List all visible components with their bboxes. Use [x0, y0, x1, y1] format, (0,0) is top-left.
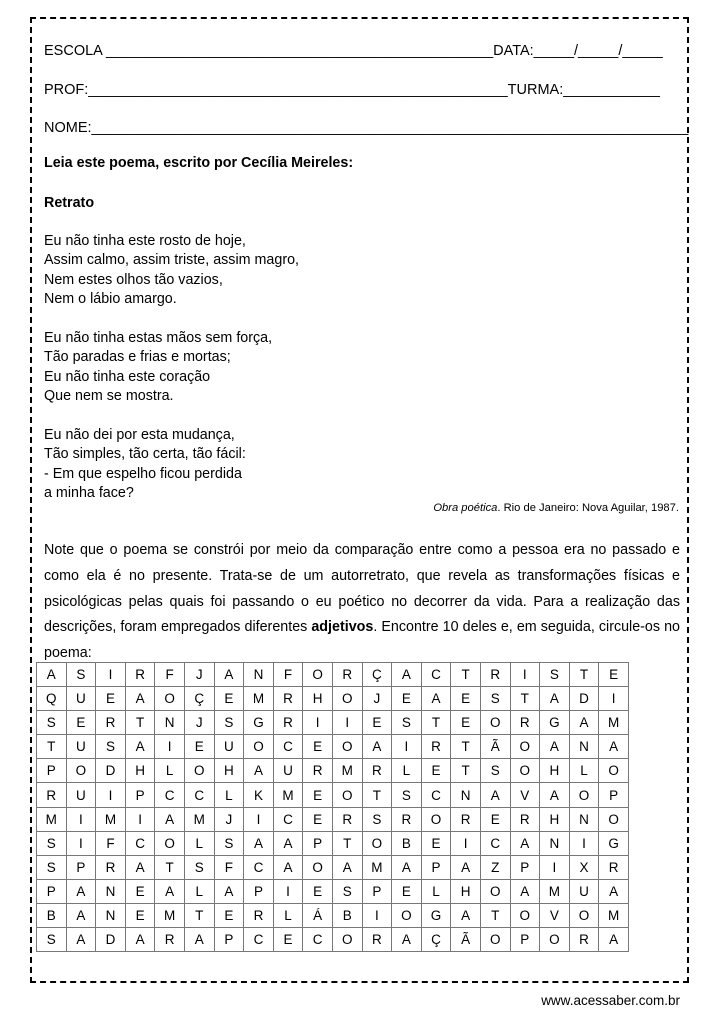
word-search-cell[interactable]: E	[66, 711, 96, 735]
word-search-cell[interactable]: S	[332, 879, 362, 903]
word-search-cell[interactable]: E	[451, 711, 481, 735]
word-search-cell[interactable]: H	[214, 759, 244, 783]
word-search-cell[interactable]: U	[66, 687, 96, 711]
word-search-cell[interactable]: P	[510, 928, 540, 952]
school-date-line: ESCOLA ________________________________________________DATA:_____/_____/_____	[44, 43, 663, 59]
word-search-cell[interactable]: A	[540, 687, 570, 711]
word-search-cell[interactable]: A	[510, 831, 540, 855]
word-search-cell[interactable]: S	[184, 855, 214, 879]
word-search-cell[interactable]: U	[569, 879, 599, 903]
word-search-cell[interactable]: C	[480, 831, 510, 855]
word-search-cell[interactable]: N	[96, 903, 126, 927]
word-search-cell[interactable]: T	[184, 903, 214, 927]
word-search-cell[interactable]: H	[540, 759, 570, 783]
word-search-cell[interactable]: E	[303, 783, 333, 807]
word-search-cell[interactable]: I	[540, 855, 570, 879]
word-search-cell[interactable]: L	[569, 759, 599, 783]
word-search-cell[interactable]: E	[125, 879, 155, 903]
word-search-cell[interactable]: N	[569, 735, 599, 759]
word-search-cell[interactable]: A	[155, 807, 185, 831]
word-search-cell[interactable]: I	[273, 879, 303, 903]
word-search-cell[interactable]: U	[214, 735, 244, 759]
word-search-cell[interactable]: O	[244, 735, 274, 759]
word-search-cell[interactable]: A	[599, 735, 629, 759]
poem-stanza	[44, 329, 299, 407]
word-search-cell[interactable]: O	[510, 735, 540, 759]
word-search-cell[interactable]: O	[303, 855, 333, 879]
word-search-cell[interactable]: E	[303, 735, 333, 759]
word-search-cell[interactable]: S	[37, 855, 67, 879]
word-search-cell[interactable]: S	[66, 663, 96, 687]
word-search-cell[interactable]: F	[155, 663, 185, 687]
word-search-cell[interactable]: P	[510, 855, 540, 879]
word-search-cell[interactable]: Ç	[421, 928, 451, 952]
word-search-cell[interactable]: R	[362, 759, 392, 783]
word-search-cell[interactable]: U	[66, 735, 96, 759]
word-search-cell[interactable]: O	[184, 759, 214, 783]
word-search-cell[interactable]: A	[125, 855, 155, 879]
word-search-cell[interactable]: A	[214, 663, 244, 687]
word-search-cell[interactable]: P	[66, 855, 96, 879]
word-search-row	[37, 903, 629, 927]
word-search-cell[interactable]: A	[66, 903, 96, 927]
word-search-cell[interactable]: M	[96, 807, 126, 831]
word-search-cell[interactable]: R	[96, 855, 126, 879]
word-search-cell[interactable]: G	[421, 903, 451, 927]
word-search-cell[interactable]: A	[362, 735, 392, 759]
word-search-cell[interactable]: N	[244, 663, 274, 687]
word-search-cell[interactable]: S	[214, 831, 244, 855]
paragraph-text-start: Note que o poema se constrói por meio da comparação entre como a pessoa era no passado e como ela é no presente. Trata-se de um autorretrato, que revela as transformações físicas e psicológicas pelas quais foi passando o eu poético no decorrer da vida. Para a realização das descrições, foram empregados diferentes	[44, 542, 680, 636]
word-search-cell[interactable]: C	[421, 663, 451, 687]
word-search-cell[interactable]: L	[421, 879, 451, 903]
poem-verse: Que nem se mostra.	[44, 388, 174, 405]
word-search-cell[interactable]: O	[332, 928, 362, 952]
word-search-cell[interactable]: E	[214, 903, 244, 927]
poem-stanza	[44, 232, 299, 310]
word-search-cell[interactable]: A	[37, 663, 67, 687]
word-search-row	[37, 711, 629, 735]
word-search-cell[interactable]: S	[480, 759, 510, 783]
word-search-cell[interactable]: I	[569, 831, 599, 855]
word-search-cell[interactable]: O	[303, 663, 333, 687]
poem	[44, 232, 299, 523]
word-search-cell[interactable]: I	[125, 807, 155, 831]
word-search-cell[interactable]: A	[273, 855, 303, 879]
word-search-cell[interactable]: O	[155, 687, 185, 711]
word-search-cell[interactable]: T	[362, 783, 392, 807]
word-search-cell[interactable]: R	[510, 711, 540, 735]
word-search-cell[interactable]: R	[125, 663, 155, 687]
word-search-cell[interactable]: Á	[303, 903, 333, 927]
word-search-cell[interactable]: A	[392, 855, 422, 879]
word-search-cell[interactable]: O	[332, 687, 362, 711]
word-search-cell[interactable]: E	[421, 759, 451, 783]
word-search-cell[interactable]: M	[540, 879, 570, 903]
word-search-cell[interactable]: J	[214, 807, 244, 831]
word-search-cell[interactable]: Z	[480, 855, 510, 879]
word-search-cell[interactable]: O	[510, 903, 540, 927]
word-search-cell[interactable]: S	[540, 663, 570, 687]
word-search-cell[interactable]: D	[569, 687, 599, 711]
poem-source	[433, 502, 679, 514]
word-search-cell[interactable]: Ã	[480, 735, 510, 759]
word-search-cell[interactable]: E	[451, 687, 481, 711]
poem-verse: Nem estes olhos tão vazios,	[44, 271, 223, 288]
word-search-cell[interactable]: C	[273, 735, 303, 759]
word-search-cell[interactable]: O	[599, 807, 629, 831]
word-search-cell[interactable]: R	[510, 807, 540, 831]
word-search-cell[interactable]: R	[155, 928, 185, 952]
word-search-cell[interactable]: H	[125, 759, 155, 783]
word-search-cell[interactable]: B	[37, 903, 67, 927]
word-search-cell[interactable]: J	[184, 711, 214, 735]
word-search-cell[interactable]: R	[37, 783, 67, 807]
word-search-cell[interactable]: Ç	[184, 687, 214, 711]
word-search-cell[interactable]: M	[273, 783, 303, 807]
word-search-cell[interactable]: F	[96, 831, 126, 855]
word-search-cell[interactable]: O	[599, 759, 629, 783]
word-search-cell[interactable]: M	[184, 807, 214, 831]
word-search-cell[interactable]: A	[421, 687, 451, 711]
word-search-cell[interactable]: X	[569, 855, 599, 879]
word-search-cell[interactable]: P	[37, 879, 67, 903]
word-search-cell[interactable]: F	[214, 855, 244, 879]
word-search-cell[interactable]: B	[392, 831, 422, 855]
word-search-cell[interactable]: C	[244, 855, 274, 879]
word-search-cell[interactable]: A	[599, 879, 629, 903]
word-search-cell[interactable]: H	[451, 879, 481, 903]
word-search-cell[interactable]: A	[125, 928, 155, 952]
word-search-cell[interactable]: I	[155, 735, 185, 759]
word-search-cell[interactable]: A	[244, 759, 274, 783]
word-search-cell[interactable]: E	[480, 807, 510, 831]
word-search-row	[37, 855, 629, 879]
word-search-cell[interactable]: S	[362, 807, 392, 831]
word-search-cell[interactable]: C	[184, 783, 214, 807]
word-search-cell[interactable]: O	[66, 759, 96, 783]
word-search-cell[interactable]: A	[125, 687, 155, 711]
word-search-cell[interactable]: P	[303, 831, 333, 855]
word-search-cell[interactable]: H	[303, 687, 333, 711]
word-search-cell[interactable]: T	[125, 711, 155, 735]
word-search-cell[interactable]: I	[244, 807, 274, 831]
word-search-cell[interactable]: S	[37, 711, 67, 735]
word-search-cell[interactable]: R	[569, 928, 599, 952]
word-search-cell[interactable]: A	[244, 831, 274, 855]
word-search-cell[interactable]: A	[273, 831, 303, 855]
word-search-cell[interactable]: O	[362, 831, 392, 855]
word-search-cell[interactable]: A	[599, 928, 629, 952]
instruction: Leia este poema, escrito por Cecília Meireles:	[44, 155, 354, 171]
word-search-cell[interactable]: I	[510, 663, 540, 687]
word-search-cell[interactable]: A	[66, 928, 96, 952]
word-search-cell[interactable]: T	[421, 711, 451, 735]
word-search-cell[interactable]: K	[244, 783, 274, 807]
word-search-cell[interactable]: Q	[37, 687, 67, 711]
word-search-cell[interactable]: L	[184, 831, 214, 855]
word-search-row	[37, 783, 629, 807]
word-search-cell[interactable]: P	[37, 759, 67, 783]
word-search-cell[interactable]: N	[155, 711, 185, 735]
word-search-cell[interactable]: R	[273, 687, 303, 711]
word-search-cell[interactable]: U	[273, 759, 303, 783]
word-search-cell[interactable]: T	[480, 903, 510, 927]
word-search-cell[interactable]: P	[125, 783, 155, 807]
word-search-cell[interactable]: I	[451, 831, 481, 855]
word-search-row	[37, 807, 629, 831]
word-search-cell[interactable]: A	[184, 928, 214, 952]
word-search-cell[interactable]: S	[96, 735, 126, 759]
word-search-cell[interactable]: R	[392, 807, 422, 831]
word-search-cell[interactable]: H	[540, 807, 570, 831]
word-search-cell[interactable]: O	[540, 928, 570, 952]
word-search-cell[interactable]: C	[244, 928, 274, 952]
poem-verse: Nem o lábio amargo.	[44, 291, 177, 308]
source-work: Obra poética	[433, 502, 498, 514]
word-search-cell[interactable]: R	[421, 735, 451, 759]
word-search-cell[interactable]: D	[96, 759, 126, 783]
word-search-cell[interactable]: O	[332, 783, 362, 807]
word-search-cell[interactable]: N	[540, 831, 570, 855]
poem-verse: Eu não tinha estas mãos sem força,	[44, 330, 273, 347]
word-search-cell[interactable]: R	[362, 928, 392, 952]
poem-verse: Eu não dei por esta mudança,	[44, 427, 235, 444]
word-search-cell[interactable]: Ã	[451, 928, 481, 952]
word-search-cell[interactable]: I	[66, 807, 96, 831]
word-search-row	[37, 687, 629, 711]
word-search-cell[interactable]: C	[273, 807, 303, 831]
word-search-row	[37, 759, 629, 783]
website-footer: www.acessaber.com.br	[541, 993, 680, 1008]
word-search-cell[interactable]: G	[599, 831, 629, 855]
word-search-cell[interactable]: R	[244, 903, 274, 927]
word-search-cell[interactable]: R	[451, 807, 481, 831]
word-search-cell[interactable]: E	[184, 735, 214, 759]
word-search-cell[interactable]: A	[451, 903, 481, 927]
poem-verse: Tão paradas e frias e mortas;	[44, 349, 231, 366]
poem-title: Retrato	[44, 195, 95, 211]
word-search-row	[37, 831, 629, 855]
word-search-cell[interactable]: E	[421, 831, 451, 855]
word-search-cell[interactable]: V	[510, 783, 540, 807]
word-search-cell[interactable]: S	[214, 711, 244, 735]
word-search-cell[interactable]: I	[96, 663, 126, 687]
poem-stanza	[44, 426, 299, 504]
word-search-cell[interactable]: T	[569, 663, 599, 687]
word-search-cell[interactable]: N	[96, 879, 126, 903]
poem-verse: a minha face?	[44, 485, 134, 502]
word-search-cell[interactable]: T	[155, 855, 185, 879]
word-search-cell[interactable]: G	[244, 711, 274, 735]
word-search-cell[interactable]: P	[421, 855, 451, 879]
word-search-cell[interactable]: A	[155, 879, 185, 903]
word-search-cell[interactable]: M	[362, 855, 392, 879]
word-search-cell[interactable]: J	[362, 687, 392, 711]
word-search-cell[interactable]: E	[362, 711, 392, 735]
word-search-cell[interactable]: R	[303, 759, 333, 783]
word-search-cell[interactable]: C	[155, 783, 185, 807]
word-search-cell[interactable]: T	[37, 735, 67, 759]
word-search-cell[interactable]: O	[569, 903, 599, 927]
word-search-cell[interactable]: E	[303, 807, 333, 831]
word-search-cell[interactable]: C	[421, 783, 451, 807]
word-search-cell[interactable]: U	[66, 783, 96, 807]
word-search-cell[interactable]: I	[96, 783, 126, 807]
word-search-cell[interactable]: R	[480, 663, 510, 687]
word-search-cell[interactable]: V	[540, 903, 570, 927]
word-search-cell[interactable]: A	[569, 711, 599, 735]
word-search-cell[interactable]: A	[125, 735, 155, 759]
word-search-cell[interactable]: S	[480, 687, 510, 711]
word-search-cell[interactable]: R	[332, 807, 362, 831]
word-search-cell[interactable]: A	[480, 783, 510, 807]
word-search-cell[interactable]: O	[421, 807, 451, 831]
paragraph-text-end: . Encontre 10 deles e, em seguida, circule-os no poema:	[44, 619, 680, 662]
word-search-cell[interactable]: O	[569, 783, 599, 807]
exercise-paragraph	[44, 538, 680, 667]
word-search-cell[interactable]: T	[451, 735, 481, 759]
name-line: NOME:__________________________________________________________________________	[44, 120, 689, 136]
word-search-cell[interactable]: O	[392, 903, 422, 927]
word-search-cell[interactable]: I	[66, 831, 96, 855]
word-search-cell[interactable]: E	[214, 687, 244, 711]
word-search-cell[interactable]: A	[451, 855, 481, 879]
word-search-cell[interactable]: A	[510, 879, 540, 903]
paragraph-keyword: adjetivos	[311, 619, 374, 636]
word-search-cell[interactable]: I	[392, 735, 422, 759]
word-search-cell[interactable]: R	[599, 855, 629, 879]
word-search-cell[interactable]: O	[510, 759, 540, 783]
word-search-cell[interactable]: A	[392, 663, 422, 687]
word-search-cell[interactable]: P	[362, 879, 392, 903]
word-search-cell[interactable]: R	[273, 711, 303, 735]
word-search-cell[interactable]: I	[599, 687, 629, 711]
word-search-cell[interactable]: D	[96, 928, 126, 952]
word-search-cell[interactable]: S	[37, 831, 67, 855]
word-search-cell[interactable]: C	[125, 831, 155, 855]
word-search-cell[interactable]: L	[214, 783, 244, 807]
word-search-cell[interactable]: I	[332, 711, 362, 735]
word-search-cell[interactable]: A	[540, 735, 570, 759]
word-search-cell[interactable]: E	[392, 879, 422, 903]
word-search-cell[interactable]: S	[37, 928, 67, 952]
word-search-cell[interactable]: T	[451, 663, 481, 687]
word-search-cell[interactable]: R	[332, 663, 362, 687]
word-search-cell[interactable]: M	[599, 711, 629, 735]
word-search-cell[interactable]: E	[303, 879, 333, 903]
poem-verse: Eu não tinha este rosto de hoje,	[44, 233, 246, 249]
word-search-cell[interactable]: E	[392, 687, 422, 711]
word-search-cell[interactable]: B	[332, 903, 362, 927]
teacher-class-line: PROF:____________________________________________________TURMA:____________	[44, 82, 660, 98]
poem-verse: Tão simples, tão certa, tão fácil:	[44, 446, 246, 463]
word-search-cell[interactable]: F	[273, 663, 303, 687]
word-search-grid	[36, 662, 629, 952]
word-search-cell[interactable]: E	[96, 687, 126, 711]
word-search-cell[interactable]: I	[303, 711, 333, 735]
word-search-cell[interactable]: P	[599, 783, 629, 807]
word-search-row	[37, 735, 629, 759]
poem-verse: Assim calmo, assim triste, assim magro,	[44, 252, 300, 269]
word-search-cell[interactable]: N	[451, 783, 481, 807]
word-search-cell[interactable]: O	[480, 928, 510, 952]
word-search-cell[interactable]: M	[155, 903, 185, 927]
word-search-row	[37, 879, 629, 903]
word-search-cell[interactable]: A	[66, 879, 96, 903]
word-search-cell[interactable]: Ç	[362, 663, 392, 687]
word-search-cell[interactable]: O	[480, 879, 510, 903]
word-search-cell[interactable]: T	[451, 759, 481, 783]
word-search-cell[interactable]: P	[244, 879, 274, 903]
word-search-cell[interactable]: J	[184, 663, 214, 687]
word-search-cell[interactable]: T	[510, 687, 540, 711]
source-details: . Rio de Janeiro: Nova Aguilar, 1987.	[497, 502, 679, 514]
word-search-cell[interactable]: L	[392, 759, 422, 783]
poem-verse: Eu não tinha este coração	[44, 368, 211, 385]
word-search-cell[interactable]: P	[214, 928, 244, 952]
word-search-cell[interactable]: R	[96, 711, 126, 735]
word-search-cell[interactable]: A	[214, 879, 244, 903]
word-search-cell[interactable]: M	[37, 807, 67, 831]
word-search-row	[37, 928, 629, 952]
word-search-cell[interactable]: S	[392, 711, 422, 735]
word-search-cell[interactable]: S	[392, 783, 422, 807]
word-search-cell[interactable]: N	[569, 807, 599, 831]
word-search-cell[interactable]: M	[332, 759, 362, 783]
word-search-cell[interactable]: O	[332, 735, 362, 759]
word-search-cell[interactable]: C	[303, 928, 333, 952]
word-search-cell[interactable]: A	[540, 783, 570, 807]
word-search-cell[interactable]: G	[540, 711, 570, 735]
word-search-cell[interactable]: O	[480, 711, 510, 735]
word-search-cell[interactable]: L	[155, 759, 185, 783]
word-search-cell[interactable]: M	[244, 687, 274, 711]
word-search-cell[interactable]: E	[273, 928, 303, 952]
poem-verse: - Em que espelho ficou perdida	[44, 465, 242, 482]
word-search-cell[interactable]: L	[184, 879, 214, 903]
word-search-cell[interactable]: A	[332, 855, 362, 879]
word-search-cell[interactable]: M	[599, 903, 629, 927]
word-search-row	[37, 663, 629, 687]
word-search-cell[interactable]: A	[392, 928, 422, 952]
word-search-cell[interactable]: L	[273, 903, 303, 927]
word-search-cell[interactable]: E	[599, 663, 629, 687]
word-search-cell[interactable]: T	[332, 831, 362, 855]
word-search-cell[interactable]: O	[155, 831, 185, 855]
word-search-cell[interactable]: E	[125, 903, 155, 927]
word-search-cell[interactable]: I	[362, 903, 392, 927]
